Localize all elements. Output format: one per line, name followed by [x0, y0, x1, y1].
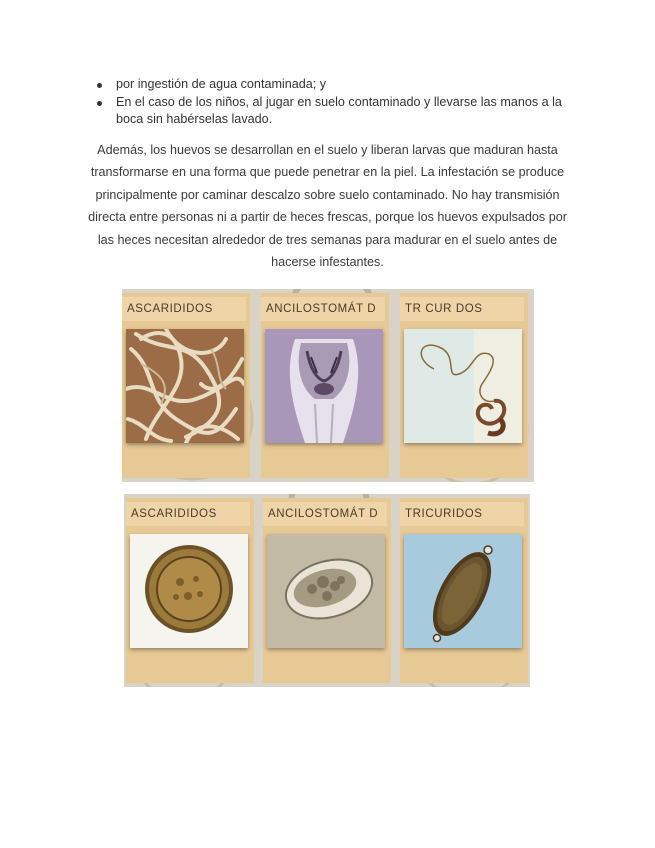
bullet-text: En el caso de los niños, al jugar en suelo contaminado y llevarse las manos a la boca sin habérselas lavado.	[116, 94, 562, 126]
panel-trichurid-worm	[400, 293, 528, 478]
bullet-text: por ingestión de agua contaminada; y	[116, 77, 327, 91]
panel-ancylostomatid-worm	[261, 293, 389, 478]
ascaris-egg-photo	[130, 534, 248, 648]
bullet-list	[96, 76, 586, 129]
bullet-dot-icon	[97, 83, 102, 88]
bullet-item	[96, 94, 586, 129]
panel-trichurid-egg	[400, 498, 528, 683]
bullet-item	[96, 76, 586, 94]
hookworm-egg-photo	[267, 534, 385, 648]
panel-label: TRICURIDOS	[400, 502, 524, 526]
panel-label: TR CUR DOS	[400, 297, 524, 321]
body-paragraph: Además, los huevos se desarrollan en el suelo y liberan larvas que maduran hasta transformarse en una forma que puede penetrar en la piel. La infestación se produce principalmente por caminar descalzo sobre suelo contaminado. No hay transmisión directa entre personas ni a partir de heces frescas, porque los huevos expulsados por las heces necesitan alrededor de tres semanas para madurar en el suelo antes de hacerse infestantes.	[88, 143, 567, 270]
hookworm-head-photo	[265, 329, 383, 443]
panel-ancylostomatid-egg	[263, 498, 391, 683]
whipworm-photo	[404, 329, 522, 443]
panel-ascaridids-egg	[126, 498, 254, 683]
whipworm-egg-photo	[404, 534, 522, 648]
eggs-figure	[124, 494, 530, 687]
panel-label: ASCARIDIDOS	[122, 297, 246, 321]
ascaris-worms-photo	[126, 329, 244, 443]
panel-label: ANCILOSTOMÁT D	[263, 502, 387, 526]
panel-label: ANCILOSTOMÁT D	[261, 297, 385, 321]
panel-label: ASCARIDIDOS	[126, 502, 250, 526]
bullet-dot-icon	[97, 101, 102, 106]
panel-ascaridids-worm	[122, 293, 250, 478]
worms-figure	[122, 289, 534, 482]
